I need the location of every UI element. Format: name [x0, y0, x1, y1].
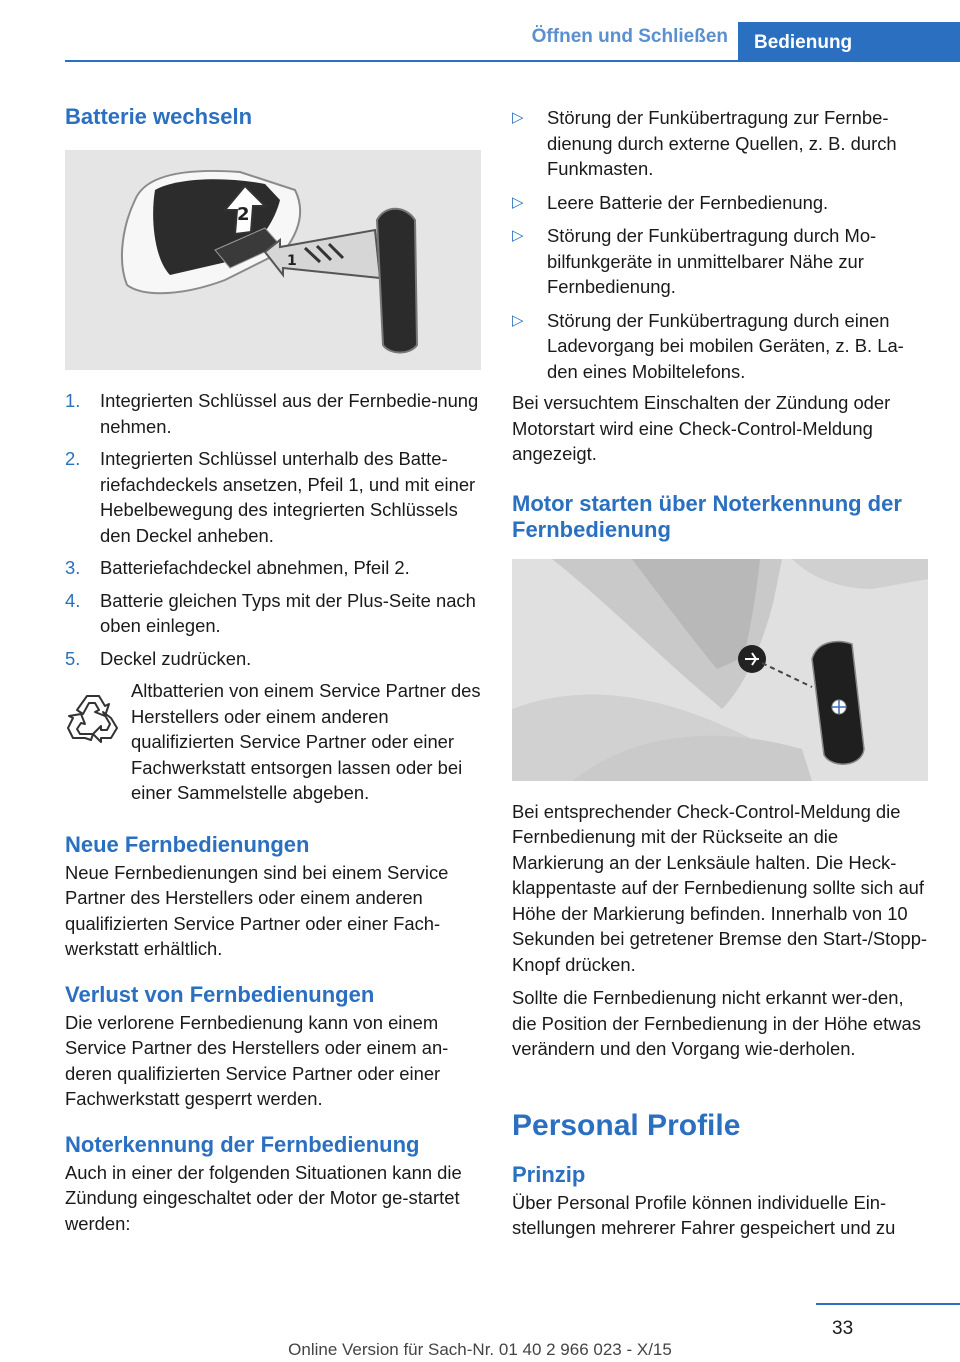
- list-item: [512, 308, 928, 385]
- step-number: 4.: [65, 589, 81, 611]
- list-item: [65, 555, 481, 581]
- eco-note-text: Altbatterien von einem Service Partner des Herstellers oder einem anderen qualifizierten Service Partner oder einer Fachwerkstatt entsorgen lassen oder bei einer Sammelstelle abgeben.: [131, 680, 481, 803]
- svg-text:2: 2: [237, 204, 250, 225]
- lost-remotes-heading: Verlust von Fernbedienungen: [65, 981, 375, 1007]
- page-header: [0, 0, 960, 62]
- right-column: [512, 98, 928, 1241]
- page-number: 33: [832, 1318, 854, 1339]
- header-chapter-tab: Bedienung: [738, 22, 960, 62]
- bullet-triangle-icon: ▷: [512, 311, 524, 329]
- step-number: 2.: [65, 448, 81, 469]
- lost-remotes-text: Die verlorene Fernbedienung kann von einem Service Partner des Herstellers oder einem an-deren qualifizierten Service Partner oder einer Fachwerkstatt gesperrt werden.: [65, 1011, 449, 1109]
- bullet-triangle-icon: ▷: [512, 193, 524, 211]
- list-item: [65, 588, 481, 639]
- principle-heading: Prinzip: [512, 1161, 586, 1187]
- step-text: Deckel zudrücken.: [100, 647, 252, 669]
- principle-text: Über Personal Profile können individuelle Ein-stellungen mehrerer Fahrer gespeichert und zu: [512, 1191, 896, 1238]
- step-text: Batterie gleichen Typs mit der Plus-Seite nach oben einlegen.: [100, 589, 476, 636]
- recycling-icon: [65, 688, 121, 744]
- step-number: 5.: [65, 647, 81, 669]
- battery-heading: Batterie wechseln: [65, 104, 253, 129]
- bullet-text: Leere Batterie der Fernbedienung.: [547, 191, 829, 213]
- footer-rule: [816, 1303, 960, 1305]
- bullet-triangle-icon: ▷: [512, 109, 524, 126]
- bullet-text: Störung der Funkübertragung durch einen Ladevorgang bei mobilen Geräten, z. B. La-den eines Mobiltelefons.: [547, 309, 904, 382]
- header-rule: [65, 60, 960, 62]
- emergency-detection-text: Auch in einer der folgenden Situationen kann die Zündung eingeschaltet oder der Motor ge-startet werden:: [65, 1161, 462, 1234]
- emergency-detection-heading: Noterkennung der Fernbedienung: [65, 1131, 420, 1157]
- bullet-text: Störung der Funkübertragung zur Fernbe-dienung durch externe Quellen, z. B. durch Funkmasten.: [547, 107, 897, 179]
- list-item: [512, 223, 928, 300]
- engine-start-heading: Motor starten über Noterkennung der Fernbedienung: [512, 490, 902, 542]
- step-text: Integrierten Schlüssel unterhalb des Batte-riefachdeckels ansetzen, Pfeil 1, und mit einer Hebelbewegung des integrierten Schlüssels den Deckel anheben.: [100, 448, 476, 546]
- step-text: Batteriefachdeckel abnehmen, Pfeil 2.: [100, 557, 410, 578]
- footer-version: Online Version für Sach-Nr. 01 40 2 966 023 - X/15: [288, 1340, 672, 1359]
- svg-text:1: 1: [287, 253, 297, 269]
- bullet-text: Störung der Funkübertragung durch Mo-bilfunkgeräte in unmittelbarer Nähe zur Fernbedienung.: [547, 225, 877, 297]
- list-item: [65, 388, 481, 439]
- engine-start-text-1: Bei entsprechender Check-Control-Meldung die Fernbedienung mit der Rückseite an die Markierung an der Lenksäule halten. Die Heck-klappentaste auf der Fernbedienung sollte sich auf Höhe der Markierung befinden. Innerhalb von 10 Sekunden bei getretener Bremse den Start-/Stopp-Knopf drücken.: [512, 800, 928, 975]
- left-column: [65, 98, 481, 1236]
- step-number: 3.: [65, 557, 81, 578]
- step-number: 1.: [65, 390, 81, 411]
- steering-column-illustration: [512, 559, 928, 781]
- list-item: [512, 190, 928, 216]
- engine-start-text-2: Sollte die Fernbedienung nicht erkannt wer-den, die Position der Fernbedienung in der Höhe etwas verändern und den Vorgang wie-derholen.: [512, 987, 921, 1059]
- key-battery-illustration: [65, 150, 481, 370]
- eco-note: [65, 678, 481, 806]
- situations-list: [512, 105, 928, 384]
- new-remotes-text: Neue Fernbedienungen sind bei einem Service Partner des Herstellers oder einem anderen qualifizierten Service Partner oder einer Fach-werkstatt erhältlich.: [65, 861, 449, 959]
- step-text: Integrierten Schlüssel aus der Fernbedie-nung nehmen.: [100, 390, 479, 437]
- header-section-title: Öffnen und Schließen: [531, 26, 728, 47]
- list-item: [512, 105, 928, 182]
- battery-steps: [65, 388, 481, 671]
- bullet-triangle-icon: ▷: [512, 227, 524, 244]
- list-item: [65, 446, 481, 548]
- personal-profile-heading: Personal Profile: [512, 1108, 741, 1142]
- check-control-text: Bei versuchtem Einschalten der Zündung oder Motorstart wird eine Check-Control-Meldung angezeigt.: [512, 392, 891, 464]
- new-remotes-heading: Neue Fernbedienungen: [65, 831, 310, 857]
- list-item: [65, 646, 481, 672]
